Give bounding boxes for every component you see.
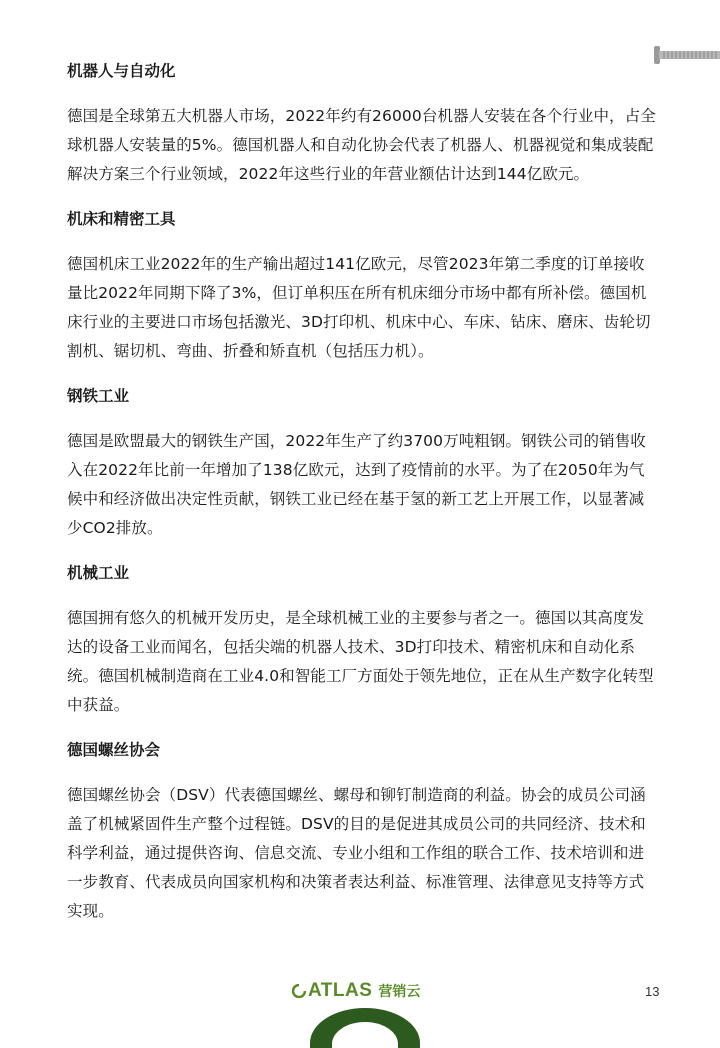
section-body: 德国是欧盟最大的钢铁生产国，2022年生产了约3700万吨粗钢。钢铁公司的销售收入在2022年比前一年增加了138亿欧元，达到了疫情前的水平。为了在2050年为气候中和经济做出决定性贡献，钢铁工业已经在基于氢的新工艺上开展工作，以显著减少CO2排放。 (67, 432, 646, 537)
section-heading: 德国螺丝协会 (67, 741, 161, 759)
logo-subtitle: 营销云 (378, 984, 421, 1000)
section-body: 德国螺丝协会（DSV）代表德国螺丝、螺母和铆钉制造商的利益。协会的成员公司涵盖了机械紧固件生产整个过程链。DSV的目的是促进其成员公司的共同经济、技术和科学利益，通过提供咨询、信息交流、专业小组和工作组的联合工作、技术培训和进一步教育、代表成员向国家机构和决策者表达利益、标准管理、法律意见支持等方式实现。 (67, 786, 646, 920)
atlas-logo-icon (292, 984, 306, 998)
section-machinery (67, 562, 657, 720)
section-body: 德国是全球第五大机器人市场，2022年约有26000台机器人安装在各个行业中，占全球机器人安装量的5%。德国机器人和自动化协会代表了机器人、机器视觉和集成装配解决方案三个行业领域，2022年这些行业的年营业额估计达到144亿欧元。 (67, 107, 656, 183)
section-heading: 机器人与自动化 (67, 62, 176, 80)
main-content (67, 60, 657, 945)
logo-text: ATLAS (308, 980, 373, 1001)
section-robotics (67, 60, 657, 189)
page-number: 13 (645, 984, 660, 999)
arch-decoration (310, 1008, 420, 1048)
section-heading: 机械工业 (67, 564, 130, 582)
bolt-icon (654, 40, 720, 70)
section-machine-tools (67, 208, 657, 366)
section-heading: 钢铁工业 (67, 387, 130, 405)
footer-logo (292, 977, 420, 1005)
section-body: 德国拥有悠久的机械开发历史，是全球机械工业的主要参与者之一。德国以其高度发达的设备工业而闻名，包括尖端的机器人技术、3D打印技术、精密机床和自动化系统。德国机械制造商在工业4.0和智能工厂方面处于领先地位，正在从生产数字化转型中获益。 (67, 609, 654, 714)
section-body: 德国机床工业2022年的生产输出超过141亿欧元，尽管2023年第二季度的订单接收量比2022年同期下降了3%，但订单积压在所有机床细分市场中都有所补偿。德国机床行业的主要进口市场包括激光、3D打印机、机床中心、车床、钻床、磨床、齿轮切割机、锯切机、弯曲、折叠和矫直机（包括压力机）。 (67, 255, 651, 360)
section-heading: 机床和精密工具 (67, 210, 176, 228)
section-screw-association (67, 739, 657, 926)
section-steel (67, 385, 657, 543)
